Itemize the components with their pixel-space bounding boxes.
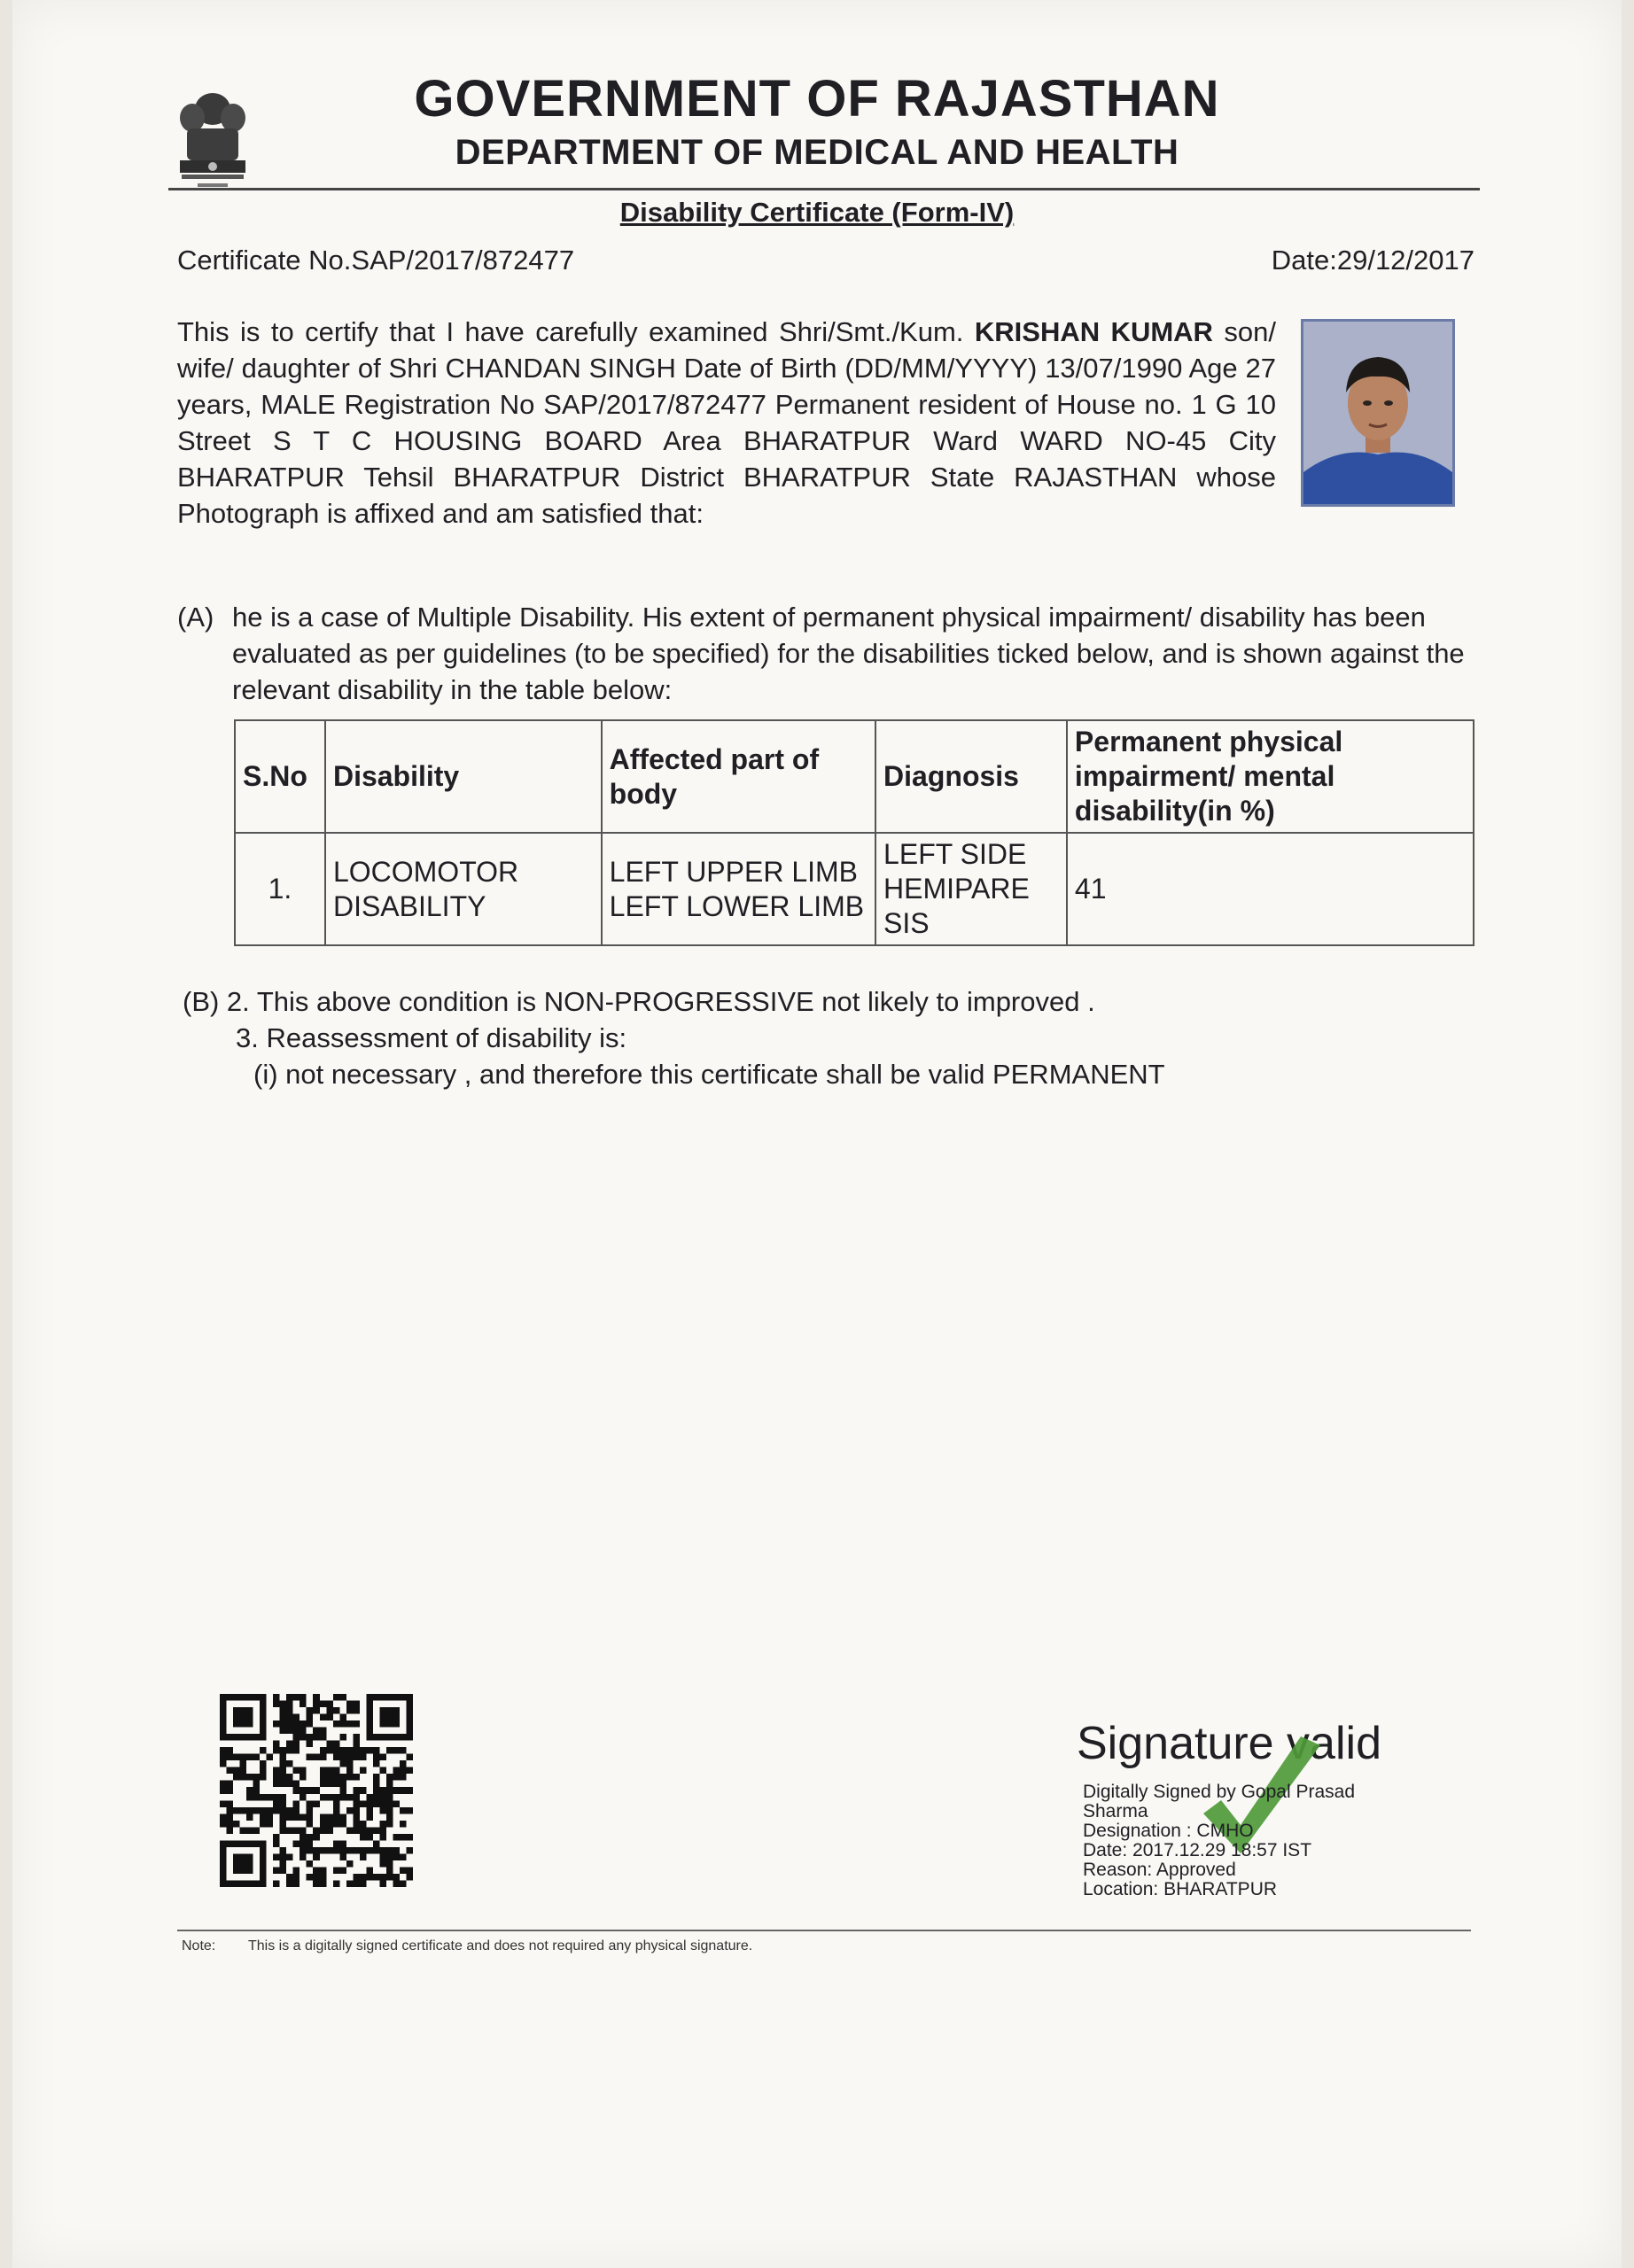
page-title: GOVERNMENT OF RAJASTHAN [414, 70, 1220, 128]
cell-sno: 1. [235, 833, 325, 945]
cell-diagnosis: LEFT SIDE HEMIPARE SIS [875, 833, 1067, 945]
signer-designation: Designation : CMHO [1083, 1821, 1254, 1841]
patient-name: KRISHAN KUMAR [974, 316, 1213, 347]
note-text: This is a digitally signed certificate and does not required any physical signature. [248, 1938, 753, 1953]
signature-location: Location: BHARATPUR [1083, 1879, 1278, 1899]
signed-by-surname: Sharma [1083, 1801, 1148, 1821]
section-b-line-1: (B) 2. This above condition is NON-PROGRESSIVE not likely to improved . [183, 986, 1095, 1017]
qr-code-icon[interactable] [220, 1694, 413, 1887]
table-row [235, 833, 1474, 945]
certification-paragraph [177, 314, 1276, 532]
intro-details: son/ wife/ daughter of Shri CHANDAN SINGH Date of Birth (DD/MM/YYYY) 13/07/1990 Age 27 years, MALE Registration No SAP/2017/872477 Permanent resident of House no. 1 G 10 Street S T C HOUSING BOARD Area BHARATPUR Ward WARD NO-45 City BHARATPUR Tehsil BHARATPUR District BHARATPUR State RAJASTHAN whose Photograph is affixed and am satisfied that: [177, 316, 1276, 529]
col-header-disability: Disability [325, 720, 602, 833]
patient-photo [1301, 319, 1455, 507]
certificate-date: Date:29/12/2017 [1271, 245, 1474, 276]
section-a-text: he is a case of Multiple Disability. His extent of permanent physical impairment/ disability has been evaluated as per guidelines (to be specified) for the disabilities ticked below, and is shown against the relevant disability in the table below: [232, 602, 1465, 705]
header-divider [168, 188, 1480, 190]
cell-disability: LOCOMOTOR DISABILITY [325, 833, 602, 945]
department-name: DEPARTMENT OF MEDICAL AND HEALTH [455, 133, 1179, 172]
table-header-row [235, 720, 1474, 833]
certificate-number: Certificate No.SAP/2017/872477 [177, 245, 575, 276]
section-b-line-3: (i) not necessary , and therefore this certificate shall be valid PERMANENT [253, 1059, 1165, 1090]
col-header-affected-part: Affected part of body [602, 720, 875, 833]
footer-divider [177, 1930, 1471, 1931]
cell-affected-part: LEFT UPPER LIMB LEFT LOWER LIMB [602, 833, 875, 945]
signature-reason: Reason: Approved [1083, 1860, 1236, 1880]
digital-signature-details [1083, 1783, 1355, 1899]
section-b [183, 983, 1165, 1092]
col-header-diagnosis: Diagnosis [875, 720, 1067, 833]
cell-percentage: 41 [1067, 833, 1474, 945]
intro-text: This is to certify that I have carefully examined Shri/Smt./Kum. [177, 316, 975, 347]
signed-by: Digitally Signed by Gopal Prasad [1083, 1782, 1356, 1802]
col-header-sno: S.No [235, 720, 325, 833]
signature-date: Date: 2017.12.29 18:57 IST [1083, 1840, 1312, 1860]
disability-table [234, 719, 1474, 946]
footer-note [182, 1938, 752, 1954]
section-a-label: (A) [177, 602, 214, 633]
signature-valid-label: Signature valid [1077, 1718, 1381, 1769]
col-header-percentage: Permanent physical impairment/ mental disability(in %) [1067, 720, 1474, 833]
person-photo-icon [1303, 322, 1452, 504]
section-b-line-2: 3. Reassessment of disability is: [236, 1022, 627, 1053]
note-label: Note: [182, 1938, 216, 1953]
form-title: Disability Certificate (Form-IV) [619, 197, 1015, 228]
